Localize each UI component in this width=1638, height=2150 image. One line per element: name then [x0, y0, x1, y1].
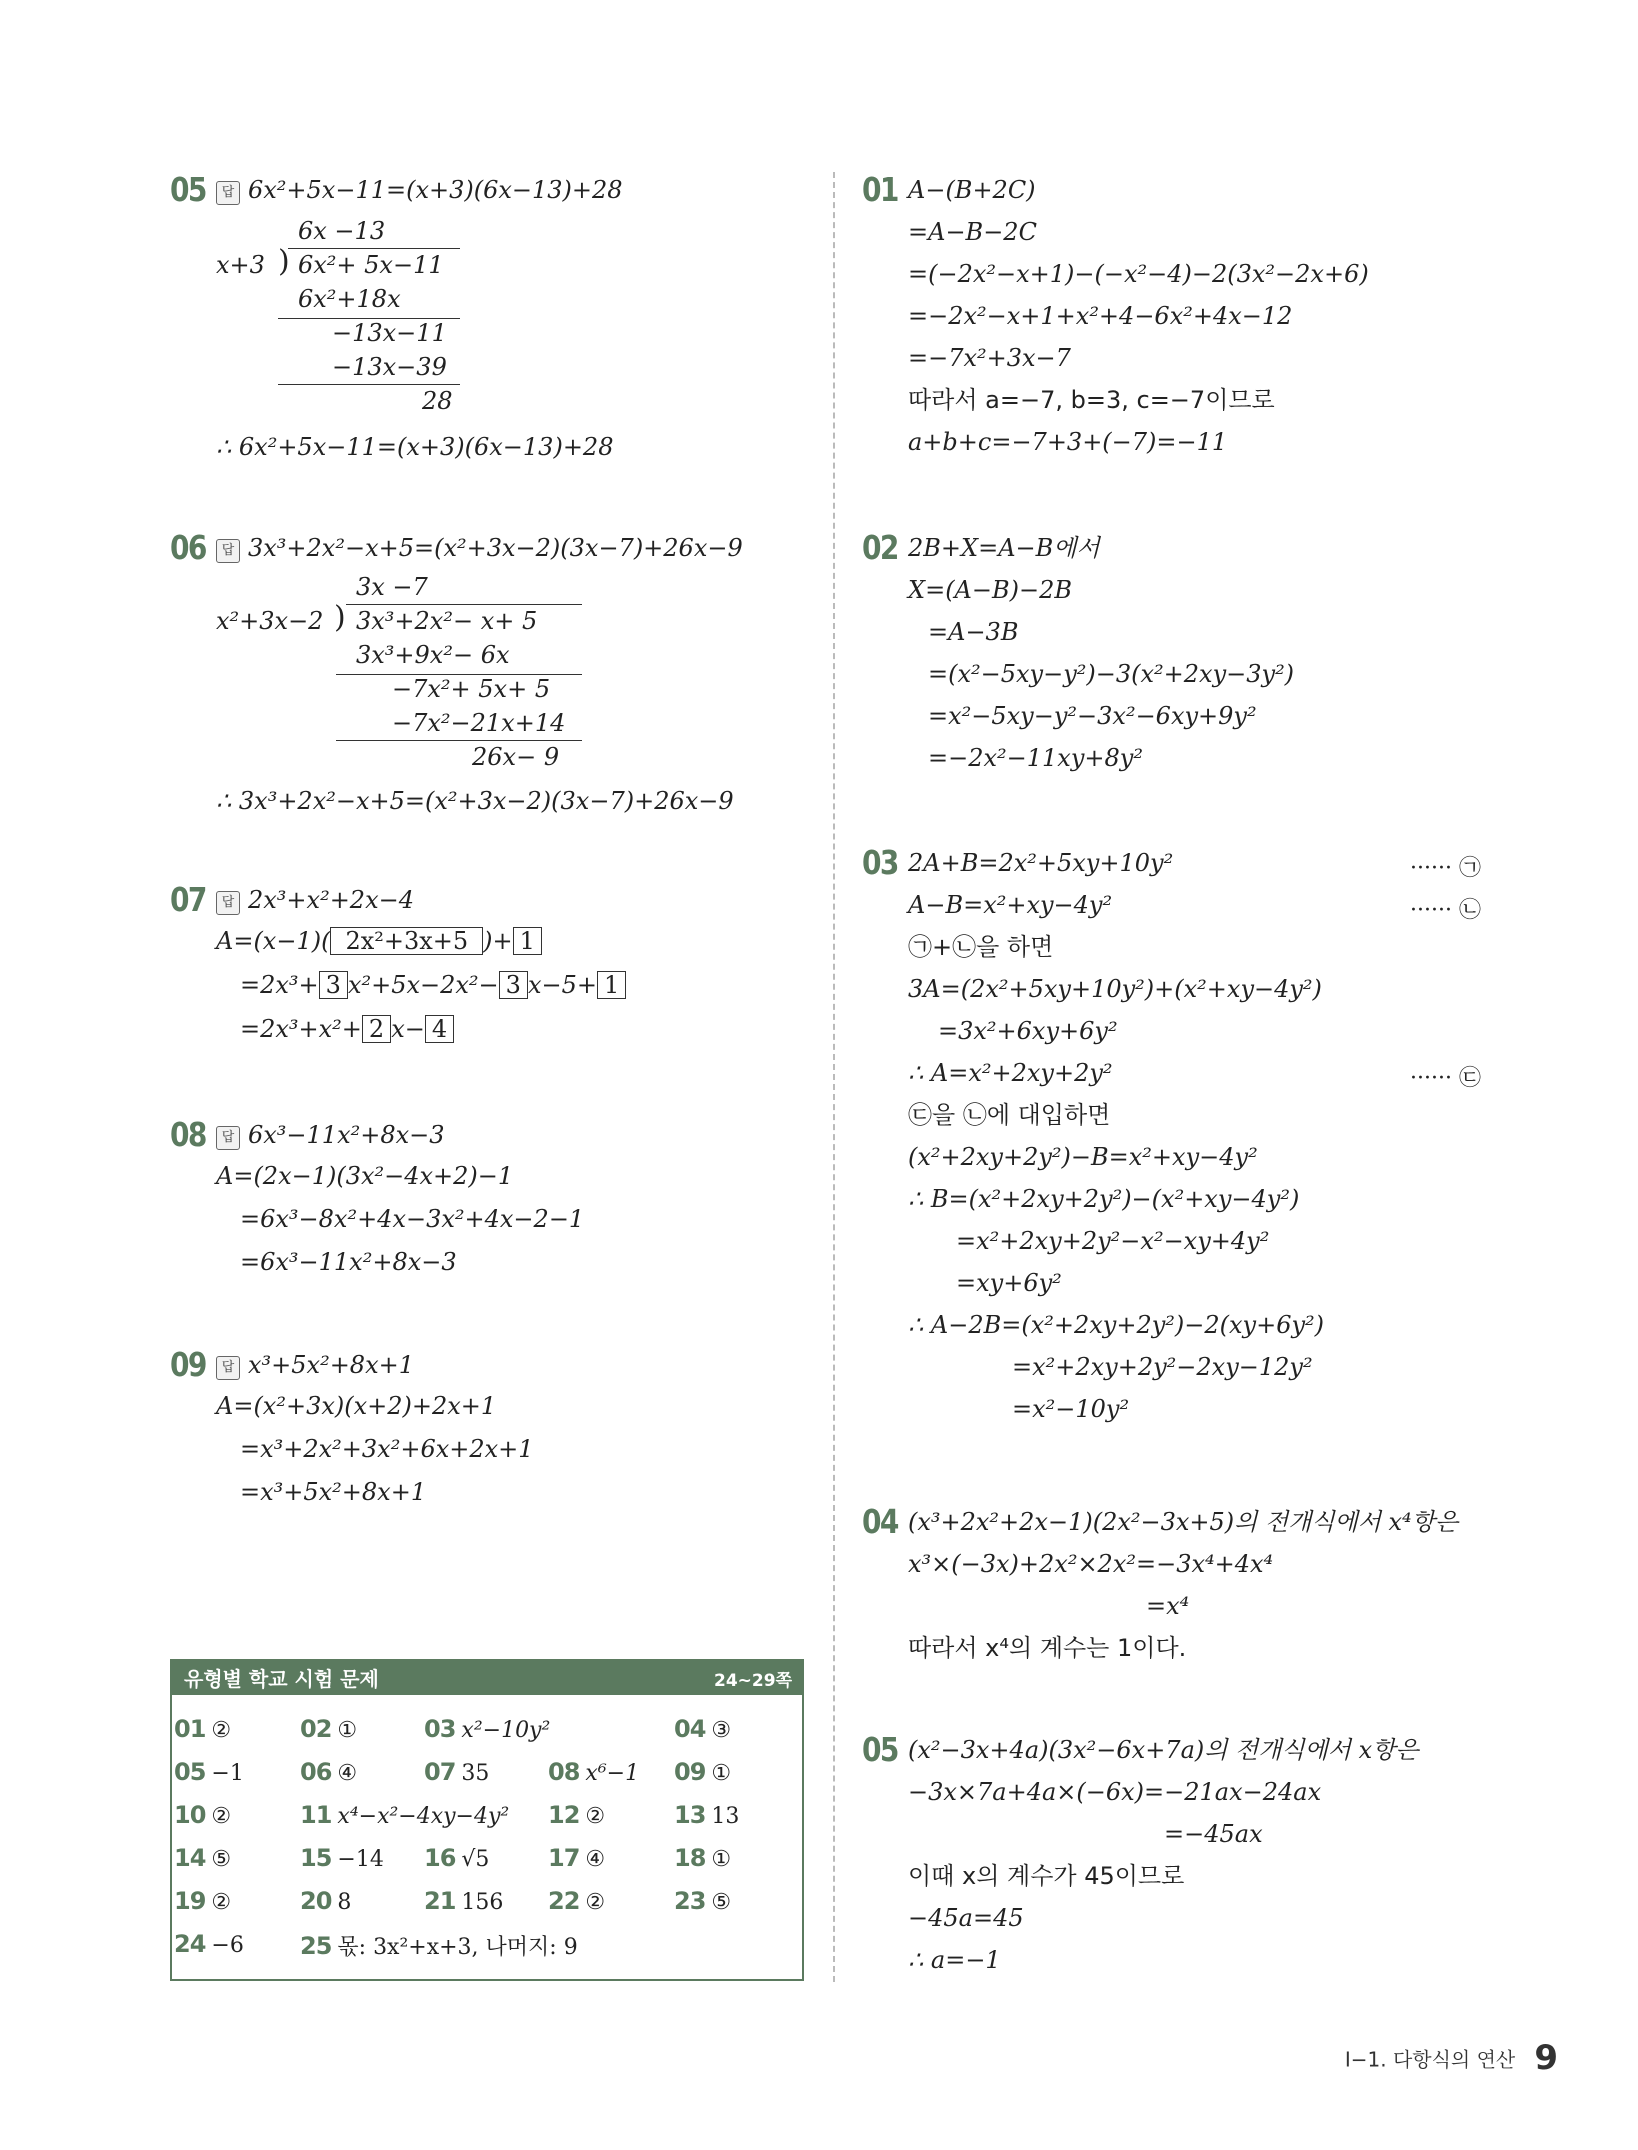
page-footer — [1345, 2038, 1558, 2078]
remainder-1: −7x²+ 5x+ 5 — [392, 675, 551, 703]
blank-box: 3 — [499, 971, 528, 999]
answer-item: 15 −14 — [300, 1844, 384, 1872]
answer-text: 6x³−11x²+8x−3 — [248, 1121, 445, 1149]
dividend: 6x²+ 5x−11 — [298, 251, 444, 279]
answer-item: 21 156 — [424, 1887, 504, 1915]
work-line: ∴ a=−1 — [908, 1946, 1001, 1974]
work-line: =−7x²+3x−7 — [908, 344, 1071, 372]
rule-2 — [336, 740, 582, 741]
conclusion: ∴ 6x²+5x−11=(x+3)(6x−13)+28 — [216, 433, 614, 461]
answer-item: 01 ② — [174, 1715, 232, 1743]
answer-badge: 답 — [216, 1356, 240, 1380]
work-line: A=(x²+3x)(x+2)+2x+1 — [216, 1392, 497, 1420]
subtract-2: −7x²−21x+14 — [392, 709, 566, 737]
remainder-1: −13x−11 — [332, 319, 447, 347]
answer-text: x³+5x²+8x+1 — [248, 1351, 414, 1379]
text: x− — [391, 1015, 425, 1043]
work-line: =x²+2xy+2y²−x²−xy+4y² — [956, 1227, 1270, 1255]
work-line: =3x²+6xy+6y² — [938, 1017, 1118, 1045]
blank-box: 2 — [362, 1015, 391, 1043]
answer-badge: 답 — [216, 891, 240, 915]
answer-item: 14 ⑤ — [174, 1844, 232, 1872]
answer-text: 6x²+5x−11=(x+3)(6x−13)+28 — [248, 176, 623, 204]
work-line: =−45ax — [1164, 1820, 1263, 1848]
quotient: 6x −13 — [298, 217, 386, 245]
work-line: 2B+X=A−B에서 — [908, 534, 1100, 562]
work-line-2 — [240, 970, 626, 1000]
answer-badge: 답 — [216, 181, 240, 205]
answer-key-title: 유형별 학교 시험 문제 — [184, 1667, 379, 1691]
work-line: X=(A−B)−2B — [908, 576, 1073, 604]
blank-box: 2x²+3x+5 — [330, 927, 483, 955]
work-line: 따라서 a=−7, b=3, c=−7이므로 — [908, 386, 1275, 414]
answer-item: 04 ③ — [674, 1715, 732, 1743]
problem-number: 07 — [170, 880, 206, 919]
problem-number: 02 — [862, 528, 898, 567]
problem-number: 05 — [862, 1730, 898, 1769]
work-line: 이때 x의 계수가 45이므로 — [908, 1862, 1185, 1890]
problem-number: 06 — [170, 528, 206, 567]
work-line: (x³+2x²+2x−1)(2x²−3x+5)의 전개식에서 x⁴항은 — [908, 1508, 1459, 1536]
answer-item: 17 ④ — [548, 1844, 606, 1872]
equation-marker: ······ ㉡ — [1410, 898, 1481, 923]
work-line: =x²+2xy+2y²−2xy−12y² — [1012, 1353, 1313, 1381]
work-line: A−B=x²+xy−4y² — [908, 891, 1113, 919]
work-line: =x³+5x²+8x+1 — [240, 1478, 427, 1506]
work-line: A−(B+2C) — [908, 176, 1036, 204]
work-line: 따라서 x⁴의 계수는 1이다. — [908, 1634, 1187, 1662]
problem-number: 08 — [170, 1115, 206, 1154]
subtract-1: 3x³+9x²− 6x — [356, 641, 510, 669]
answer-badge: 답 — [216, 1126, 240, 1150]
conclusion: ∴ 3x³+2x²−x+5=(x²+3x−2)(3x−7)+26x−9 — [216, 787, 734, 815]
work-line: A=(2x−1)(3x²−4x+2)−1 — [216, 1162, 514, 1190]
divisor: x²+3x−2 — [216, 607, 324, 635]
work-line: −3x×7a+4a×(−6x)=−21ax−24ax — [908, 1778, 1322, 1806]
work-line: =x⁴ — [1146, 1592, 1190, 1620]
dividend: 3x³+2x²− x+ 5 — [356, 607, 538, 635]
work-line: ∴ A=x²+2xy+2y² — [908, 1059, 1113, 1087]
problem-number: 04 — [862, 1502, 898, 1541]
work-line: (x²−3x+4a)(3x²−6x+7a)의 전개식에서 x항은 — [908, 1736, 1419, 1764]
answer-key-box — [170, 1659, 804, 1981]
answer-text: 2x³+x²+2x−4 — [248, 886, 414, 914]
blank-box: 4 — [425, 1015, 454, 1043]
answer-item: 02 ① — [300, 1715, 358, 1743]
answer-item: 09 ① — [674, 1758, 732, 1786]
blank-box: 1 — [597, 971, 626, 999]
answer-item: 22 ② — [548, 1887, 606, 1915]
work-line: ∴ B=(x²+2xy+2y²)−(x²+xy−4y²) — [908, 1185, 1300, 1213]
answer-item: 23 ⑤ — [674, 1887, 732, 1915]
subtract-1: 6x²+18x — [298, 285, 401, 313]
column-divider — [833, 172, 835, 1982]
work-line: (x²+2xy+2y²)−B=x²+xy−4y² — [908, 1143, 1258, 1171]
text: =2x³+x²+ — [240, 1015, 362, 1043]
work-line: =A−3B — [928, 618, 1019, 646]
work-line: a+b+c=−7+3+(−7)=−11 — [908, 428, 1228, 456]
work-line: =x³+2x²+3x²+6x+2x+1 — [240, 1435, 534, 1463]
answer-item: 18 ① — [674, 1844, 732, 1872]
problem-number: 01 — [862, 170, 898, 209]
work-line: =(−2x²−x+1)−(−x²−4)−2(3x²−2x+6) — [908, 260, 1369, 288]
work-line: =x²−10y² — [1012, 1395, 1130, 1423]
divisor: x+3 — [216, 251, 265, 279]
page-number: 9 — [1534, 2038, 1558, 2078]
work-line: =(x²−5xy−y²)−3(x²+2xy−3y²) — [928, 660, 1295, 688]
problem-number: 03 — [862, 843, 898, 882]
answer-item: 03 x²−10y² — [424, 1715, 551, 1743]
equation-marker: ······ ㉢ — [1410, 1066, 1481, 1091]
answer-item: 08 x⁶−1 — [548, 1758, 640, 1786]
work-line: =−2x²−11xy+8y² — [928, 744, 1143, 772]
answer-item: 13 13 — [674, 1801, 740, 1829]
problem-number: 05 — [170, 170, 206, 209]
work-line: ㉠+㉡을 하면 — [908, 933, 1054, 961]
work-line: =x²−5xy−y²−3x²−6xy+9y² — [928, 702, 1257, 730]
text: x²+5x−2x²− — [347, 971, 499, 999]
work-line: =6x³−11x²+8x−3 — [240, 1248, 457, 1276]
answer-item: 25 몫: 3x²+x+3, 나머지: 9 — [300, 1932, 578, 1960]
chapter-label: Ⅰ−1. 다항식의 연산 — [1344, 2047, 1516, 2072]
blank-box: 3 — [319, 971, 348, 999]
division-bar — [288, 248, 460, 249]
answer-item: 20 8 — [300, 1887, 352, 1915]
work-line: =6x³−8x²+4x−3x²+4x−2−1 — [240, 1205, 585, 1233]
division-bracket: ) — [334, 600, 346, 635]
subtract-2: −13x−39 — [332, 353, 447, 381]
text: =2x³+ — [240, 971, 319, 999]
work-line: =−2x²−x+1+x²+4−6x²+4x−12 — [908, 302, 1293, 330]
answer-item: 10 ② — [174, 1801, 232, 1829]
text: A=(x−1)( — [216, 927, 331, 955]
work-line: ∴ A−2B=(x²+2xy+2y²)−2(xy+6y²) — [908, 1311, 1325, 1339]
answer-text: 3x³+2x²−x+5=(x²+3x−2)(3x−7)+26x−9 — [248, 534, 743, 562]
answer-item: 16 √5 — [424, 1844, 490, 1872]
work-line: x³×(−3x)+2x²×2x²=−3x⁴+4x⁴ — [908, 1550, 1274, 1578]
remainder: 26x− 9 — [472, 743, 560, 771]
quotient: 3x −7 — [356, 573, 428, 601]
answer-item: 11 x⁴−x²−4xy−4y² — [300, 1801, 510, 1829]
answer-item: 19 ② — [174, 1887, 232, 1915]
work-line: ㉢을 ㉡에 대입하면 — [908, 1101, 1111, 1129]
text: x−5+ — [527, 971, 597, 999]
answer-item: 12 ② — [548, 1801, 606, 1829]
answer-item: 07 35 — [424, 1758, 490, 1786]
equation-marker: ······ ㉠ — [1410, 856, 1481, 881]
work-line: =A−B−2C — [908, 218, 1037, 246]
answer-key-pages: 24~29쪽 — [714, 1671, 792, 1691]
work-line: 3A=(2x²+5xy+10y²)+(x²+xy−4y²) — [908, 975, 1322, 1003]
answer-badge: 답 — [216, 539, 240, 563]
text: )+ — [483, 927, 513, 955]
problem-number: 09 — [170, 1345, 206, 1384]
answer-item: 24 −6 — [174, 1930, 244, 1958]
work-line: −45a=45 — [908, 1904, 1024, 1932]
remainder: 28 — [422, 387, 453, 415]
division-bar — [346, 604, 582, 605]
work-line: 2A+B=2x²+5xy+10y² — [908, 849, 1174, 877]
answer-item: 05 −1 — [174, 1758, 244, 1786]
blank-box: 1 — [513, 927, 542, 955]
work-line: =xy+6y² — [956, 1269, 1062, 1297]
division-bracket: ) — [278, 244, 290, 279]
rule-2 — [278, 384, 460, 385]
answer-key-header — [172, 1659, 802, 1695]
work-line-3 — [240, 1014, 454, 1044]
answer-item: 06 ④ — [300, 1758, 358, 1786]
work-line-1 — [216, 926, 542, 956]
